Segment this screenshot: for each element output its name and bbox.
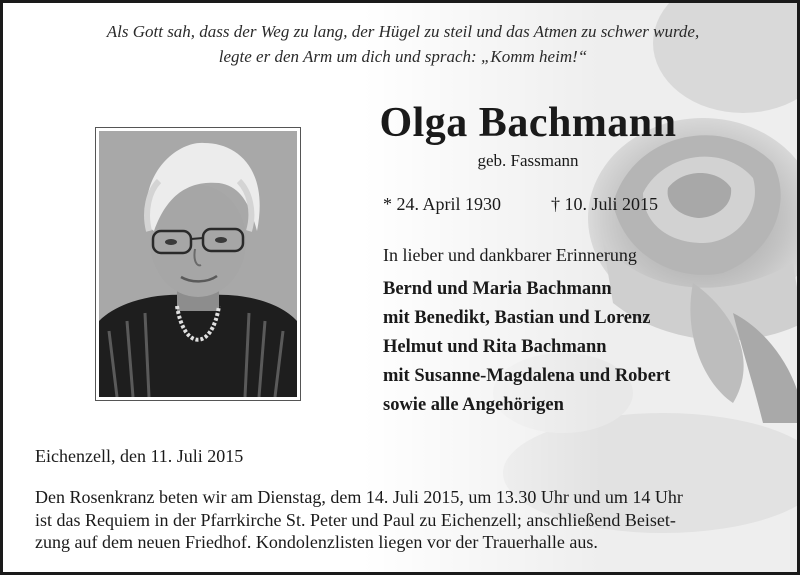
- notice-line: Den Rosenkranz beten wir am Dienstag, dem 14. Juli 2015, um 13.30 Uhr und um 14 Uhr: [35, 487, 683, 507]
- birth-name: geb. Fassmann: [477, 151, 579, 170]
- notice-line: ist das Requiem in der Pfarrkirche St. Peter und Paul zu Eichenzell; anschließend Beiset-: [35, 509, 676, 530]
- poem-line-1: Als Gott sah, dass der Weg zu lang, der Hügel zu steil und das Atmen zu schwer wurde,: [106, 22, 700, 41]
- portrait-photo: [95, 127, 301, 401]
- deceased-name: Olga Bachmann: [379, 100, 677, 146]
- mourners-list: [383, 275, 670, 420]
- poem-line-2: legte er den Arm um dich und sprach: „Komm heim!“: [218, 47, 588, 66]
- mourner-line: mit Benedikt, Bastian und Lorenz: [383, 308, 651, 328]
- memory-line: In lieber und dankbarer Erinnerung: [383, 245, 637, 265]
- service-notice: [35, 486, 775, 554]
- portrait-image: [99, 131, 297, 397]
- place-and-date: Eichenzell, den 11. Juli 2015: [35, 446, 244, 466]
- mourner-line: sowie alle Angehörigen: [383, 395, 564, 415]
- death-date: † 10. Juli 2015: [551, 194, 659, 214]
- poem-verse: [43, 19, 763, 69]
- notice-line: zung auf dem neuen Friedhof. Kondolenzlisten liegen vor der Trauerhalle aus.: [35, 532, 598, 552]
- mourner-line: mit Susanne-Magdalena und Robert: [383, 366, 671, 386]
- mourner-line: Helmut und Rita Bachmann: [383, 337, 607, 357]
- mourner-line: Bernd und Maria Bachmann: [383, 279, 612, 299]
- birth-date: * 24. April 1930: [383, 194, 502, 214]
